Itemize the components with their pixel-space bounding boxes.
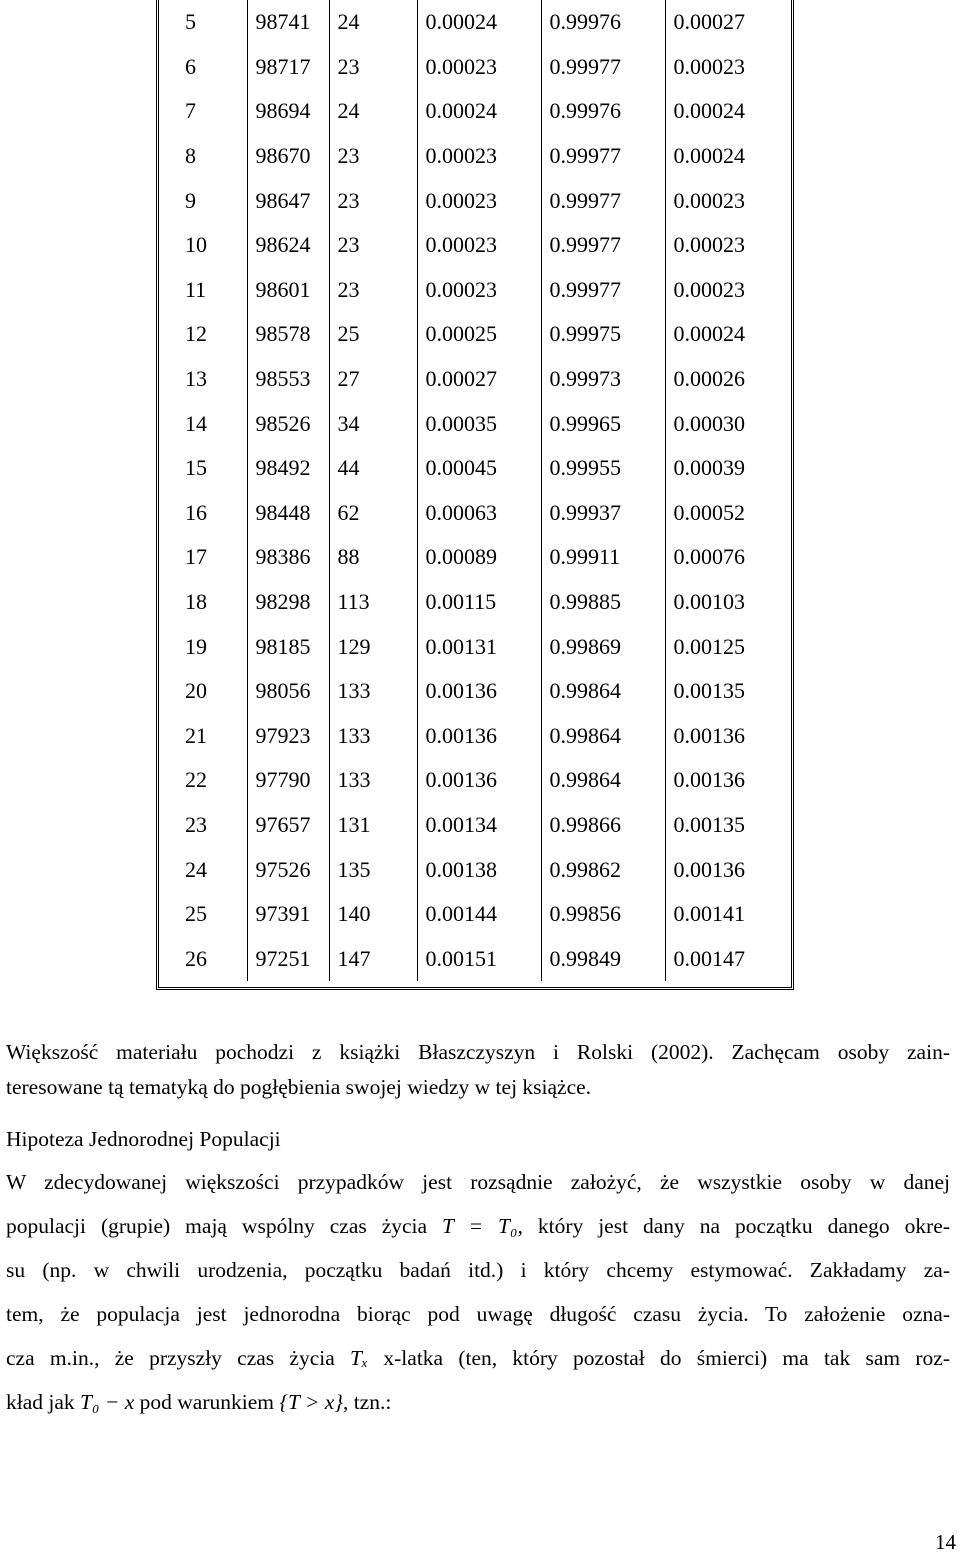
- table-cell: 88: [329, 535, 417, 580]
- table-row: [159, 624, 791, 669]
- table-cell: 133: [329, 669, 417, 714]
- table-cell: 0.00136: [665, 714, 791, 759]
- table-cell: 97251: [247, 936, 329, 981]
- formula-t-equals-t0: T = T₀: [442, 1214, 518, 1238]
- hyp-line-5-text-b: x-latka (ten, który pozostał do śmierci) ma tak sam roz-: [383, 1346, 950, 1370]
- table-cell: 97790: [247, 758, 329, 803]
- hyp-line-2: [6, 1204, 950, 1248]
- table-cell: 0.99977: [541, 268, 665, 313]
- table-cell: 0.00024: [665, 89, 791, 134]
- table-row: [159, 446, 791, 491]
- table-cell: 98601: [247, 268, 329, 313]
- table-cell: 0.99977: [541, 178, 665, 223]
- table-cell: 0.99862: [541, 847, 665, 892]
- table-cell: 0.99975: [541, 312, 665, 357]
- table-cell: 0.00023: [665, 268, 791, 313]
- table-cell: 0.00026: [665, 357, 791, 402]
- table-cell: 0.00103: [665, 580, 791, 625]
- table-cell: 24: [185, 856, 207, 882]
- section-heading: Hipoteza Jednorodnej Populacji: [6, 1127, 281, 1151]
- table-cell: 0.00025: [417, 312, 541, 357]
- table-cell: 0.00089: [417, 535, 541, 580]
- hypothesis-paragraph: [6, 1160, 950, 1424]
- table-row: [159, 491, 791, 536]
- table-cell: 44: [329, 446, 417, 491]
- table-row: [159, 45, 791, 90]
- table-cell: 11: [185, 276, 207, 302]
- table-cell: 24: [329, 89, 417, 134]
- table-cell: 19: [185, 633, 207, 659]
- intro-line-2: teresowane tą tematyką do pogłębienia swojej wiedzy w tej książce.: [6, 1075, 592, 1099]
- hyp-line-6-text-c: , tzn.:: [342, 1390, 392, 1414]
- table-cell: 98624: [247, 223, 329, 268]
- table-cell: 0.00024: [417, 0, 541, 45]
- table-cell: 0.99977: [541, 45, 665, 90]
- table-cell: 13: [185, 366, 207, 392]
- intro-paragraph: [6, 1035, 950, 1105]
- life-table-body: [159, 0, 791, 981]
- table-cell: 21: [185, 722, 207, 748]
- hyp-line-1: W zdecydowanej większości przypadków jest rozsądnie założyć, że wszystkie osoby w danej: [6, 1170, 950, 1194]
- table-cell: 25: [329, 312, 417, 357]
- table-row: [159, 223, 791, 268]
- table-row: [159, 803, 791, 848]
- table-cell: 0.99937: [541, 491, 665, 536]
- table-cell: 15: [185, 455, 207, 481]
- table-cell: 0.99965: [541, 401, 665, 446]
- table-cell: 0.99976: [541, 0, 665, 45]
- table-cell: 0.00023: [665, 45, 791, 90]
- table-row: [159, 312, 791, 357]
- table-cell: 98694: [247, 89, 329, 134]
- table-cell: 0.00023: [417, 178, 541, 223]
- table-row: [159, 535, 791, 580]
- table-cell: 97657: [247, 803, 329, 848]
- formula-condition: {T > x}: [279, 1390, 343, 1414]
- table-cell: 0.99869: [541, 624, 665, 669]
- table-cell: 97391: [247, 892, 329, 937]
- table-cell: 0.99973: [541, 357, 665, 402]
- table-row: [159, 401, 791, 446]
- table-cell: 0.00023: [665, 178, 791, 223]
- table-cell: 0.00136: [417, 758, 541, 803]
- table-cell: 0.99911: [541, 535, 665, 580]
- table-cell: 0.99955: [541, 446, 665, 491]
- table-row: [159, 0, 791, 45]
- table-row: [159, 580, 791, 625]
- table-cell: 0.00136: [665, 847, 791, 892]
- table-cell: 0.00135: [665, 669, 791, 714]
- table-cell: 0.00134: [417, 803, 541, 848]
- table-cell: 25: [185, 901, 207, 927]
- table-cell: 98492: [247, 446, 329, 491]
- table-cell: 133: [329, 758, 417, 803]
- table-cell: 0.00141: [665, 892, 791, 937]
- table-cell: 9: [185, 187, 196, 213]
- table-cell: 0.00136: [417, 669, 541, 714]
- table-cell: 97526: [247, 847, 329, 892]
- table-cell: 98741: [247, 0, 329, 45]
- table-cell: 0.99856: [541, 892, 665, 937]
- table-cell: 97923: [247, 714, 329, 759]
- table-cell: 0.00125: [665, 624, 791, 669]
- table-cell: 22: [185, 767, 207, 793]
- table-row: [159, 847, 791, 892]
- table-cell: 0.00030: [665, 401, 791, 446]
- table-cell: 0.99977: [541, 223, 665, 268]
- table-cell: 34: [329, 401, 417, 446]
- table-cell: 0.00136: [665, 758, 791, 803]
- table-cell: 23: [329, 178, 417, 223]
- table-row: [159, 936, 791, 981]
- table-cell: 23: [329, 223, 417, 268]
- table-cell: 0.00027: [417, 357, 541, 402]
- table-cell: 0.99885: [541, 580, 665, 625]
- table-row: [159, 89, 791, 134]
- table-cell: 0.99977: [541, 134, 665, 179]
- table-cell: 8: [185, 143, 196, 169]
- table-cell: 98717: [247, 45, 329, 90]
- life-table: [156, 0, 794, 990]
- hyp-line-2-text-a: populacji (grupie) mają wspólny czas życia: [6, 1214, 428, 1238]
- table-cell: 147: [329, 936, 417, 981]
- formula-tx: Tₓ: [350, 1346, 369, 1370]
- page-number: 14: [935, 1530, 956, 1554]
- table-cell: 0.00023: [417, 268, 541, 313]
- table-cell: 0.00035: [417, 401, 541, 446]
- table-cell: 98298: [247, 580, 329, 625]
- table-cell: 20: [185, 678, 207, 704]
- hyp-line-6-text-b: pod warunkiem: [139, 1390, 274, 1414]
- table-cell: 98056: [247, 669, 329, 714]
- table-cell: 0.99976: [541, 89, 665, 134]
- table-cell: 129: [329, 624, 417, 669]
- table-cell: 0.99866: [541, 803, 665, 848]
- table-row: [159, 178, 791, 223]
- table-cell: 62: [329, 491, 417, 536]
- hyp-line-2-text-b: , który jest dany na początku danego okre-: [517, 1214, 951, 1238]
- table-cell: 27: [329, 357, 417, 402]
- table-cell: 14: [185, 410, 207, 436]
- table-cell: 18: [185, 589, 207, 615]
- table-cell: 26: [185, 945, 207, 971]
- table-cell: 24: [329, 0, 417, 45]
- table-cell: 0.00023: [417, 134, 541, 179]
- table-cell: 0.00136: [417, 714, 541, 759]
- table-row: [159, 758, 791, 803]
- formula-t0-minus-x: T₀ − x: [80, 1390, 135, 1414]
- table-row: [159, 268, 791, 313]
- life-table-grid: [159, 0, 791, 981]
- hyp-line-5: [6, 1336, 950, 1380]
- table-cell: 0.99864: [541, 758, 665, 803]
- hyp-line-6-text-a: kład jak: [6, 1390, 75, 1414]
- table-cell: 16: [185, 499, 207, 525]
- table-cell: 0.00023: [417, 45, 541, 90]
- table-cell: 0.00024: [665, 312, 791, 357]
- table-row: [159, 714, 791, 759]
- table-cell: 0.00131: [417, 624, 541, 669]
- table-cell: 98448: [247, 491, 329, 536]
- table-cell: 0.00147: [665, 936, 791, 981]
- table-cell: 98386: [247, 535, 329, 580]
- table-cell: 0.00135: [665, 803, 791, 848]
- table-cell: 98553: [247, 357, 329, 402]
- table-cell: 23: [329, 134, 417, 179]
- table-cell: 23: [329, 268, 417, 313]
- table-cell: 23: [329, 45, 417, 90]
- table-row: [159, 892, 791, 937]
- table-cell: 7: [185, 98, 196, 124]
- table-cell: 0.00024: [665, 134, 791, 179]
- table-cell: 10: [185, 232, 207, 258]
- table-cell: 0.00052: [665, 491, 791, 536]
- table-cell: 133: [329, 714, 417, 759]
- hyp-line-3: su (np. w chwili urodzenia, początku badań itd.) i który chcemy estymować. Zakładamy za-: [6, 1258, 950, 1282]
- table-cell: 0.00115: [417, 580, 541, 625]
- table-cell: 23: [185, 811, 207, 837]
- table-cell: 0.00076: [665, 535, 791, 580]
- table-cell: 0.00144: [417, 892, 541, 937]
- table-cell: 0.99864: [541, 714, 665, 759]
- table-cell: 113: [329, 580, 417, 625]
- table-cell: 98647: [247, 178, 329, 223]
- table-row: [159, 669, 791, 714]
- table-cell: 12: [185, 321, 207, 347]
- hyp-line-4: tem, że populacja jest jednorodna biorąc pod uwagę długość czasu życia. To założenie ozna-: [6, 1302, 950, 1326]
- table-cell: 0.00027: [665, 0, 791, 45]
- table-cell: 135: [329, 847, 417, 892]
- table-cell: 98578: [247, 312, 329, 357]
- table-cell: 0.99849: [541, 936, 665, 981]
- table-cell: 6: [185, 53, 196, 79]
- table-row: [159, 357, 791, 402]
- table-cell: 0.00024: [417, 89, 541, 134]
- table-cell: 98185: [247, 624, 329, 669]
- table-cell: 131: [329, 803, 417, 848]
- table-cell: 0.00045: [417, 446, 541, 491]
- table-cell: 140: [329, 892, 417, 937]
- table-cell: 0.00023: [665, 223, 791, 268]
- hyp-line-5-text-a: cza m.in., że przyszły czas życia: [6, 1346, 335, 1370]
- table-row: [159, 134, 791, 179]
- table-cell: 0.99864: [541, 669, 665, 714]
- table-cell: 98526: [247, 401, 329, 446]
- table-cell: 0.00023: [417, 223, 541, 268]
- table-cell: 0.00039: [665, 446, 791, 491]
- table-cell: 5: [185, 9, 196, 35]
- table-cell: 0.00151: [417, 936, 541, 981]
- table-cell: 98670: [247, 134, 329, 179]
- table-cell: 0.00063: [417, 491, 541, 536]
- table-cell: 17: [185, 544, 207, 570]
- table-cell: 0.00138: [417, 847, 541, 892]
- hyp-line-6: [6, 1380, 950, 1424]
- intro-line-1: Większość materiału pochodzi z książki Błaszczyszyn i Rolski (2002). Zachęcam osoby zain-: [6, 1040, 950, 1064]
